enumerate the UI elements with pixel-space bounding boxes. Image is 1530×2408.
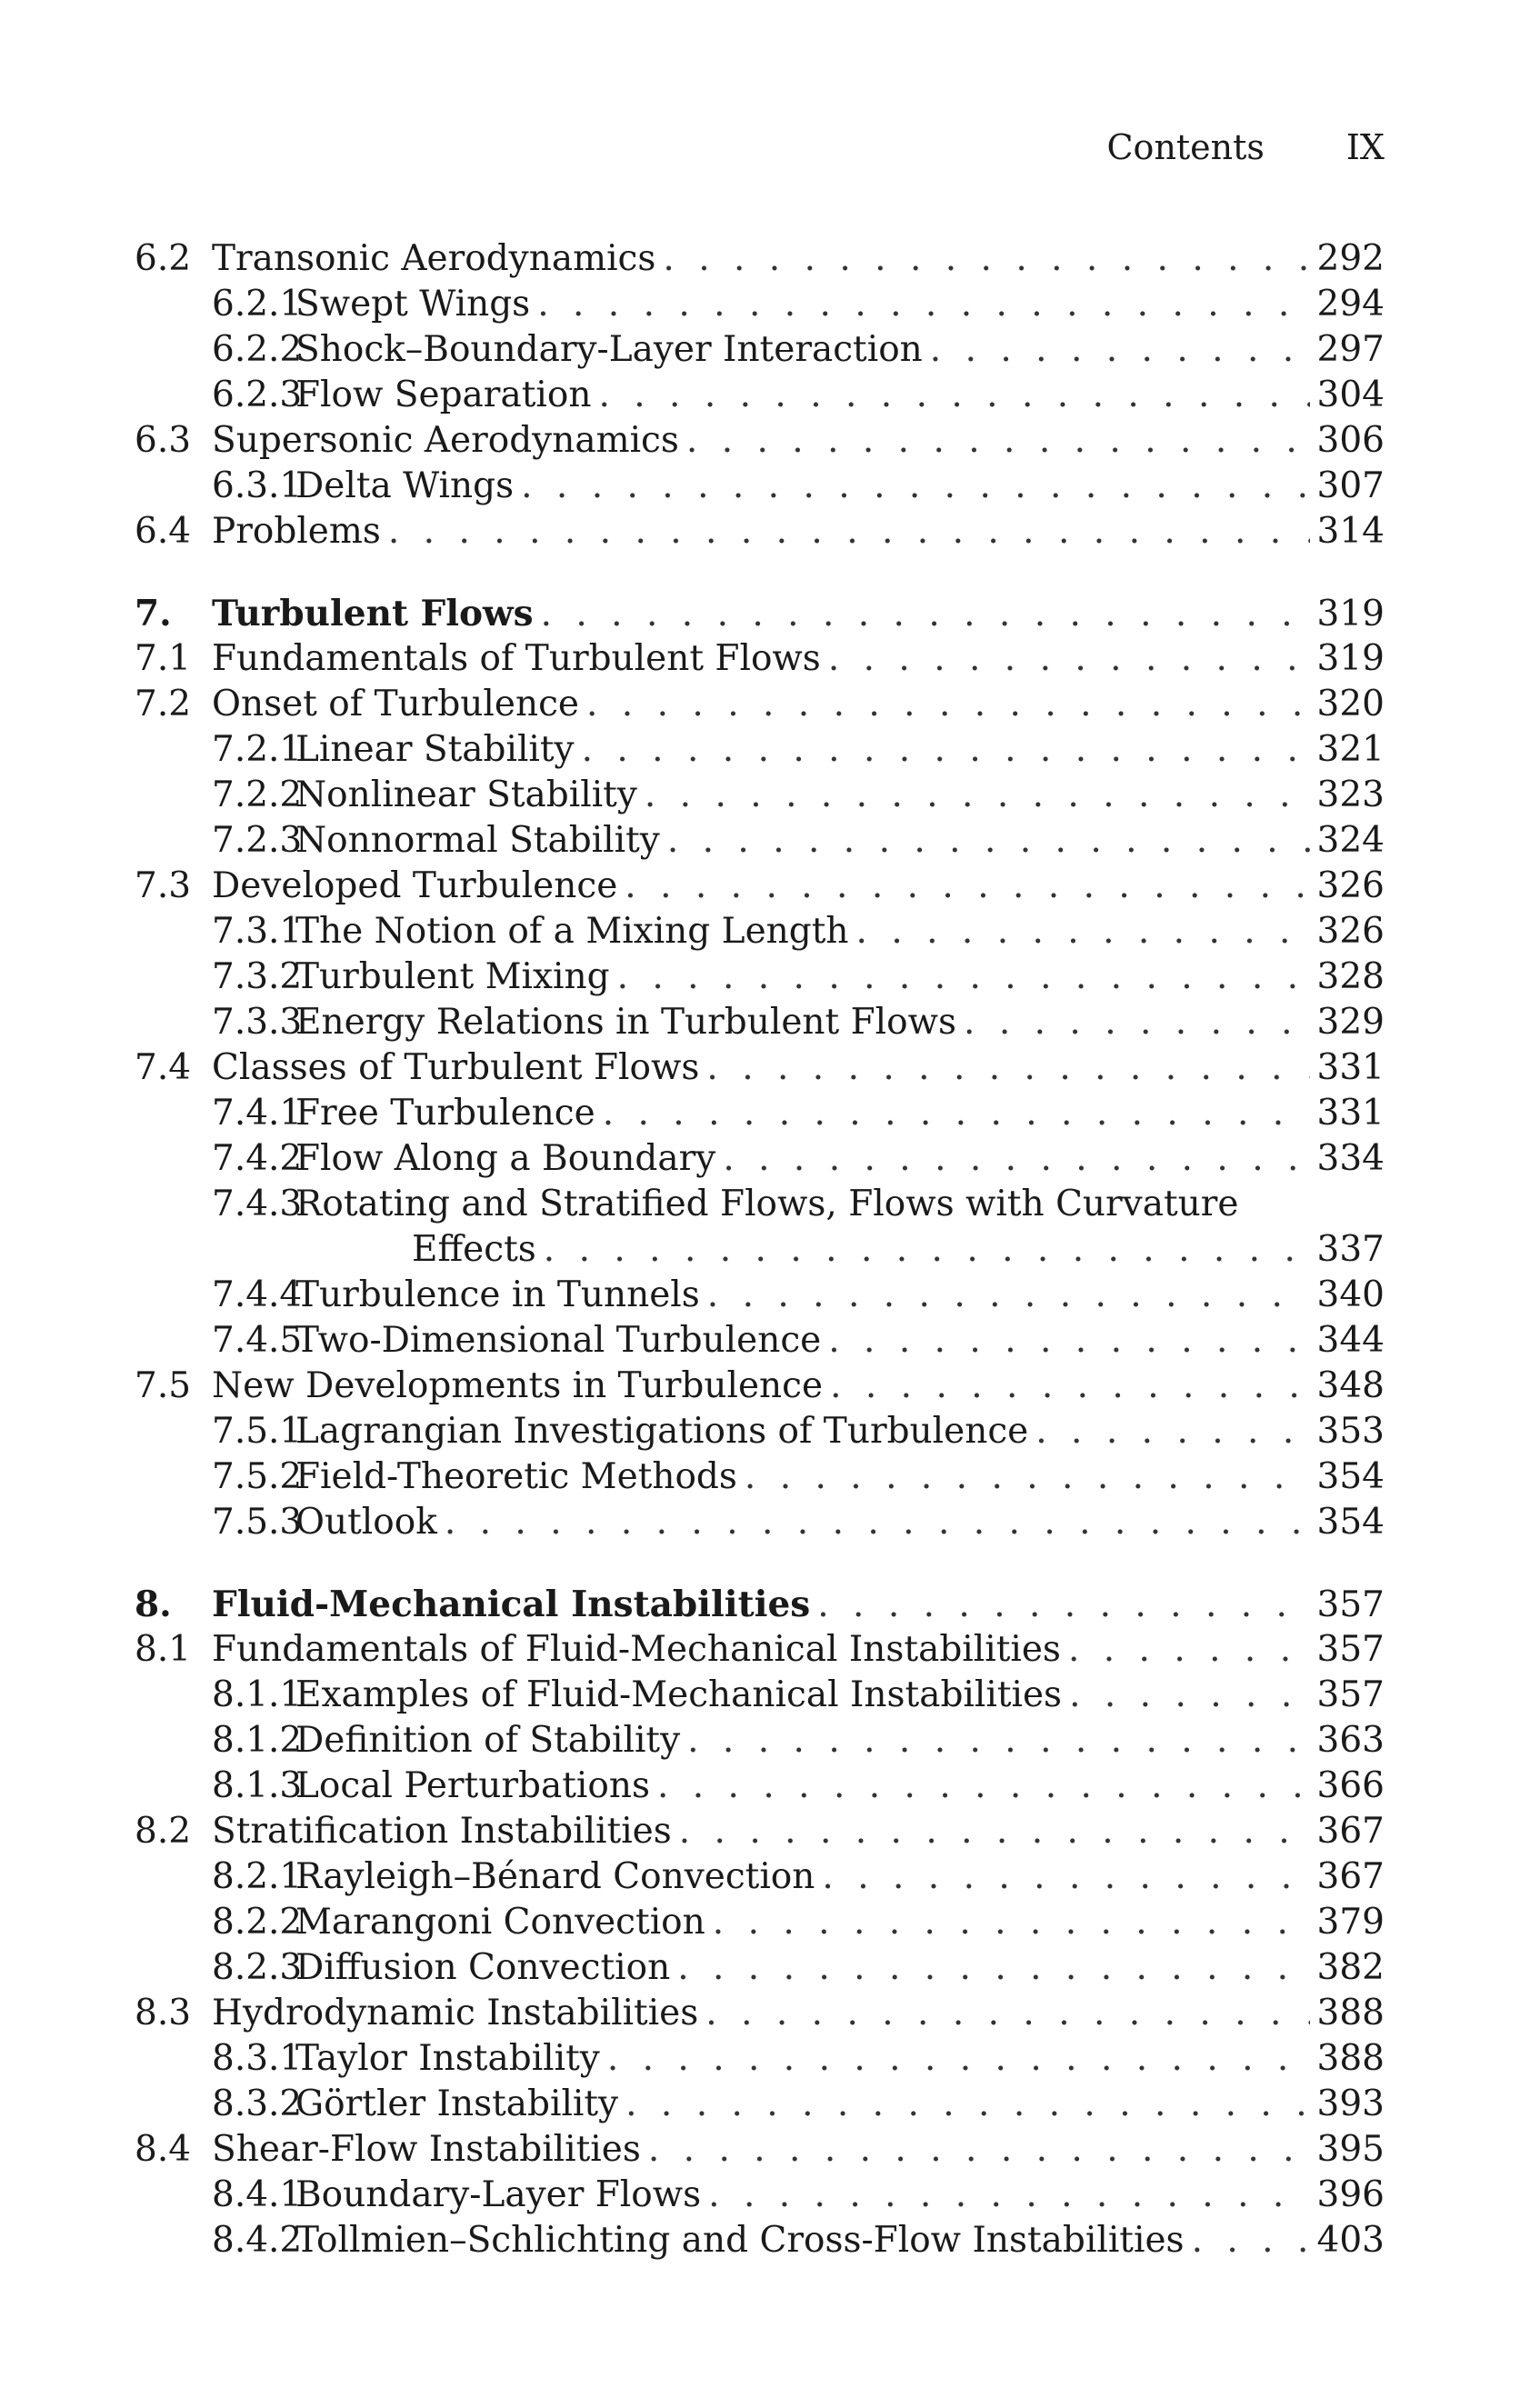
toc-entry-8-3-1 xyxy=(135,2038,1385,2083)
toc-entry-title: Rayleigh–Bénard Convection xyxy=(295,1856,815,1897)
toc-entry-number: 7.3.2 xyxy=(212,956,303,997)
dot-leader xyxy=(582,729,1310,770)
toc-entry-number: 8.2 xyxy=(135,1811,192,1852)
toc-entry-page: 306 xyxy=(1316,420,1385,461)
toc-entry-number: 8.2.3 xyxy=(212,1947,303,1988)
toc-entry-title: Definition of Stability xyxy=(295,1720,681,1761)
toc-entry-number: 8.4.2 xyxy=(212,2220,303,2261)
toc-entry-title: Examples of Fluid-Mechanical Instabilities xyxy=(295,1674,1063,1715)
toc-entry-number: 7.4.4 xyxy=(212,1274,303,1315)
toc-entry-page: 388 xyxy=(1316,1993,1385,2033)
dot-leader xyxy=(930,329,1310,370)
toc-entry-number: 7.5 xyxy=(135,1365,192,1406)
toc-entry-number: 8.4.1 xyxy=(212,2174,303,2215)
dot-leader xyxy=(964,1002,1310,1043)
toc-entry-title: Two-Dimensional Turbulence xyxy=(295,1320,822,1361)
toc-entry-title: Fundamentals of Fluid-Mechanical Instabilities xyxy=(212,1629,1061,1670)
toc-entry-page: 353 xyxy=(1316,1411,1385,1452)
toc-entry-title: Nonlinear Stability xyxy=(295,774,637,815)
toc-entry-title: Linear Stability xyxy=(295,729,575,770)
toc-entry-title: Flow Along a Boundary xyxy=(295,1138,716,1179)
toc-entry-8-4 xyxy=(135,2129,1385,2174)
toc-entry-7-5-3 xyxy=(135,1502,1385,1547)
toc-entry-title: Effects xyxy=(412,1229,536,1270)
toc-entry-title: Developed Turbulence xyxy=(212,865,618,906)
toc-entry-title: Görtler Instability xyxy=(295,2083,619,2124)
dot-leader xyxy=(663,238,1309,279)
toc-entry-7-4-4 xyxy=(135,1274,1385,1320)
toc-entry-page: 382 xyxy=(1316,1947,1385,1988)
toc-entry-page: 314 xyxy=(1316,511,1385,552)
toc-entry-number: 8.1.3 xyxy=(212,1765,303,1806)
toc-entry-number: 7.4.2 xyxy=(212,1138,303,1179)
toc-entry-title: Fundamentals of Turbulent Flows xyxy=(212,638,821,679)
toc-entry-number: 7.5.2 xyxy=(212,1456,303,1497)
dot-leader xyxy=(713,1902,1310,1943)
toc-entry-page: 331 xyxy=(1316,1047,1385,1088)
toc-entry-number: 6.3.1 xyxy=(212,465,303,506)
dot-leader xyxy=(445,1502,1310,1543)
toc-entry-number: 8.2.1 xyxy=(212,1856,303,1897)
toc-entry-page: 357 xyxy=(1316,1674,1385,1715)
toc-entry-7-5 xyxy=(135,1365,1385,1411)
toc-entry-page: 294 xyxy=(1316,284,1385,325)
toc-entry-page: 307 xyxy=(1316,465,1385,506)
running-header xyxy=(1106,127,1385,167)
toc-entry-page: 304 xyxy=(1316,375,1385,415)
toc-entry-number: 7.3.1 xyxy=(212,911,303,952)
toc-entry-7-5-2 xyxy=(135,1456,1385,1502)
toc-entry-number: 8.4 xyxy=(135,2129,192,2170)
toc-entry-number: 8.2.2 xyxy=(212,1902,303,1943)
toc-chapter-8 xyxy=(135,1584,1385,1629)
toc-entry-number: 7.4 xyxy=(135,1047,192,1088)
toc-entry-title: Classes of Turbulent Flows xyxy=(212,1047,700,1088)
dot-leader xyxy=(586,684,1310,724)
toc-entry-number: 8.1.1 xyxy=(212,1674,303,1715)
dot-leader xyxy=(687,1720,1309,1761)
toc-entry-page: 366 xyxy=(1316,1765,1385,1806)
toc-entry-8-4-1 xyxy=(135,2174,1385,2220)
toc-chapter-title: Fluid-Mechanical Instabilities xyxy=(212,1584,811,1625)
toc-entry-number: 7.2.2 xyxy=(212,774,303,815)
toc-entry-number: 7.5.3 xyxy=(212,1502,303,1543)
toc-entry-title: Outlook xyxy=(295,1502,437,1543)
dot-leader xyxy=(822,1856,1309,1897)
toc-entry-page: 329 xyxy=(1316,1002,1385,1043)
toc-entry-6-2-1 xyxy=(135,284,1385,329)
toc-entry-6-2-2 xyxy=(135,329,1385,375)
toc-entry-7-3-1 xyxy=(135,911,1385,956)
toc-entry-7-4 xyxy=(135,1047,1385,1093)
toc-entry-title: Field-Theoretic Methods xyxy=(295,1456,737,1497)
toc-entry-number: 6.2 xyxy=(135,238,192,279)
toc-entry-7-4-5 xyxy=(135,1320,1385,1365)
toc-entry-page: 367 xyxy=(1316,1811,1385,1852)
toc-entry-number: 7.2.1 xyxy=(212,729,303,770)
toc-entry-page: 334 xyxy=(1316,1138,1385,1179)
toc-entry-7-1 xyxy=(135,638,1385,684)
dot-leader xyxy=(657,1765,1310,1806)
toc-entry-title: Tollmien–Schlichting and Cross-Flow Instabilities xyxy=(295,2220,1185,2261)
toc-entry-7-4-3-continuation xyxy=(135,1229,1385,1274)
toc-entry-page: 337 xyxy=(1316,1229,1385,1270)
toc-entry-6-4 xyxy=(135,511,1385,556)
toc-entry-page: 320 xyxy=(1316,684,1385,724)
toc-entry-number: 7.3.3 xyxy=(212,1002,303,1043)
toc-entry-8-3 xyxy=(135,1993,1385,2038)
toc-entry-6-3-1 xyxy=(135,465,1385,511)
dot-leader xyxy=(706,1047,1309,1088)
dot-leader xyxy=(617,956,1310,997)
toc-entry-number: 6.4 xyxy=(135,511,192,552)
toc-entry-7-2-3 xyxy=(135,820,1385,865)
toc-entry-page: 396 xyxy=(1316,2174,1385,2215)
toc-entry-title: Turbulence in Tunnels xyxy=(295,1274,700,1315)
toc-entry-page: 319 xyxy=(1316,638,1385,679)
toc-entry-number: 7.3 xyxy=(135,865,192,906)
dot-leader xyxy=(648,2129,1310,2170)
toc-chapter-title: Turbulent Flows xyxy=(212,593,534,634)
toc-entry-8-2-3 xyxy=(135,1947,1385,1993)
dot-leader xyxy=(830,1365,1309,1406)
toc-entry-title: Problems xyxy=(212,511,381,552)
dot-leader xyxy=(723,1138,1309,1179)
toc-entry-8-1-3 xyxy=(135,1765,1385,1811)
toc-entry-page: 324 xyxy=(1316,820,1385,861)
toc-entry-page: 357 xyxy=(1316,1629,1385,1670)
toc-entry-page: 326 xyxy=(1316,911,1385,952)
toc-entry-7-2-1 xyxy=(135,729,1385,774)
dot-leader xyxy=(544,1229,1310,1270)
toc-entry-page: 403 xyxy=(1316,2220,1385,2261)
toc-entry-6-2-3 xyxy=(135,375,1385,420)
toc-entry-title: Local Perturbations xyxy=(295,1765,650,1806)
toc-entry-title: Hydrodynamic Instabilities xyxy=(212,1993,699,2033)
toc-entry-number: 8.3.1 xyxy=(212,2038,303,2079)
toc-entry-number: 6.2.3 xyxy=(212,375,303,415)
toc-entry-page: 344 xyxy=(1316,1320,1385,1361)
toc-entry-title: Lagrangian Investigations of Turbulence xyxy=(295,1411,1029,1452)
toc-entry-8-1 xyxy=(135,1629,1385,1674)
toc-entry-number: 6.3 xyxy=(135,420,192,461)
dot-leader xyxy=(541,594,1310,634)
dot-leader xyxy=(828,1320,1309,1361)
toc-entry-7-3 xyxy=(135,865,1385,911)
toc-entry-8-1-2 xyxy=(135,1720,1385,1765)
dot-leader xyxy=(521,465,1309,506)
toc-entry-6-2 xyxy=(135,238,1385,284)
toc-entry-title: Stratification Instabilities xyxy=(212,1811,672,1852)
toc-entry-number: 7.2.3 xyxy=(212,820,303,861)
toc-entry-8-3-2 xyxy=(135,2083,1385,2129)
toc-entry-page: 326 xyxy=(1316,865,1385,906)
dot-leader xyxy=(607,2038,1310,2079)
dot-leader xyxy=(705,1993,1309,2033)
toc-entry-8-2 xyxy=(135,1811,1385,1856)
dot-leader xyxy=(817,1584,1309,1625)
toc-entry-title: Swept Wings xyxy=(295,284,531,325)
dot-leader xyxy=(667,820,1310,861)
toc-entry-8-1-1 xyxy=(135,1674,1385,1720)
toc-entry-title: Marangoni Convection xyxy=(295,1902,705,1943)
toc-entry-title: Supersonic Aerodynamics xyxy=(212,420,679,461)
toc-entry-page: 292 xyxy=(1316,238,1385,279)
dot-leader xyxy=(537,284,1309,325)
dot-leader xyxy=(686,420,1310,461)
toc-entry-page: 321 xyxy=(1316,729,1385,770)
toc-entry-page: 354 xyxy=(1316,1456,1385,1497)
toc-entry-title: Shear-Flow Instabilities xyxy=(212,2129,641,2170)
toc-entry-7-2 xyxy=(135,684,1385,729)
dot-leader xyxy=(1068,1629,1310,1670)
dot-leader xyxy=(625,865,1309,906)
toc-entry-number: 7.4.3 xyxy=(212,1184,303,1224)
dot-leader xyxy=(707,1274,1310,1315)
toc-entry-7-5-1 xyxy=(135,1411,1385,1456)
dot-leader xyxy=(1192,2220,1310,2261)
toc-chapter-number: 8. xyxy=(135,1584,172,1625)
toc-entry-page: 388 xyxy=(1316,2038,1385,2079)
dot-leader xyxy=(828,638,1310,679)
dot-leader xyxy=(598,375,1309,415)
toc-entry-page: 323 xyxy=(1316,774,1385,815)
toc-entry-7-4-1 xyxy=(135,1093,1385,1138)
toc-entry-title: The Notion of a Mixing Length xyxy=(295,911,849,952)
toc-entry-number: 7.2 xyxy=(135,684,192,724)
header-section-title: Contents xyxy=(1106,127,1265,167)
toc-entry-page: 297 xyxy=(1316,329,1385,370)
toc-entry-number: 7.5.1 xyxy=(212,1411,303,1452)
toc-entry-title: Taylor Instability xyxy=(295,2038,600,2079)
toc-entry-title: Free Turbulence xyxy=(295,1093,595,1134)
toc-entry-number: 6.2.1 xyxy=(212,284,303,325)
toc-entry-title: Transonic Aerodynamics xyxy=(212,238,656,279)
toc-entry-8-2-1 xyxy=(135,1856,1385,1902)
toc-entry-7-4-3 xyxy=(135,1184,1385,1229)
toc-entry-number: 7.1 xyxy=(135,638,192,679)
dot-leader xyxy=(1035,1411,1309,1452)
toc-entry-page: 340 xyxy=(1316,1274,1385,1315)
toc-entry-number: 7.4.5 xyxy=(212,1320,303,1361)
toc-entry-number: 6.2.2 xyxy=(212,329,303,370)
dot-leader xyxy=(856,911,1310,952)
toc-entry-number: 7.4.1 xyxy=(212,1093,303,1134)
table-of-contents xyxy=(135,238,1385,2265)
toc-entry-title: Energy Relations in Turbulent Flows xyxy=(295,1002,957,1043)
toc-entry-number: 8.3 xyxy=(135,1993,192,2033)
dot-leader xyxy=(603,1093,1310,1134)
toc-chapter-number: 7. xyxy=(135,593,172,634)
toc-chapter-7 xyxy=(135,593,1385,638)
toc-entry-title: New Developments in Turbulence xyxy=(212,1365,824,1406)
toc-entry-title: Flow Separation xyxy=(295,375,592,415)
toc-entry-7-2-2 xyxy=(135,774,1385,820)
toc-entry-title: Nonnormal Stability xyxy=(295,820,660,861)
toc-entry-page: 328 xyxy=(1316,956,1385,997)
toc-entry-7-3-2 xyxy=(135,956,1385,1002)
toc-entry-8-4-2 xyxy=(135,2220,1385,2265)
dot-leader xyxy=(645,774,1310,815)
dot-leader xyxy=(677,1947,1309,1988)
toc-entry-title: Onset of Turbulence xyxy=(212,684,580,724)
toc-entry-number: 8.1 xyxy=(135,1629,192,1670)
toc-entry-number: 8.1.2 xyxy=(212,1720,303,1761)
toc-entry-number: 8.3.2 xyxy=(212,2083,303,2124)
toc-entry-title: Diffusion Convection xyxy=(295,1947,671,1988)
dot-leader xyxy=(625,2083,1309,2124)
toc-entry-title: Turbulent Mixing xyxy=(295,956,610,997)
toc-entry-page: 348 xyxy=(1316,1365,1385,1406)
dot-leader xyxy=(1069,1674,1309,1715)
toc-entry-page: 363 xyxy=(1316,1720,1385,1761)
header-page-number: IX xyxy=(1345,127,1385,167)
toc-entry-page: 319 xyxy=(1316,594,1385,634)
toc-entry-page: 331 xyxy=(1316,1093,1385,1134)
toc-entry-title: Boundary-Layer Flows xyxy=(295,2174,702,2215)
toc-entry-8-2-2 xyxy=(135,1902,1385,1947)
toc-entry-7-3-3 xyxy=(135,1002,1385,1047)
toc-entry-page: 357 xyxy=(1316,1584,1385,1625)
toc-entry-title: Shock–Boundary-Layer Interaction xyxy=(295,329,923,370)
toc-entry-page: 395 xyxy=(1316,2129,1385,2170)
dot-leader xyxy=(745,1456,1310,1497)
dot-leader xyxy=(388,511,1310,552)
toc-entry-page: 367 xyxy=(1316,1856,1385,1897)
toc-entry-page: 379 xyxy=(1316,1902,1385,1943)
toc-entry-page: 393 xyxy=(1316,2083,1385,2124)
toc-entry-title: Rotating and Stratified Flows, Flows with Curvature xyxy=(295,1184,1239,1224)
dot-leader xyxy=(708,2174,1309,2215)
toc-entry-title: Delta Wings xyxy=(295,465,515,506)
dot-leader xyxy=(679,1811,1310,1852)
toc-entry-6-3 xyxy=(135,420,1385,465)
toc-entry-7-4-2 xyxy=(135,1138,1385,1184)
toc-entry-page: 354 xyxy=(1316,1502,1385,1543)
